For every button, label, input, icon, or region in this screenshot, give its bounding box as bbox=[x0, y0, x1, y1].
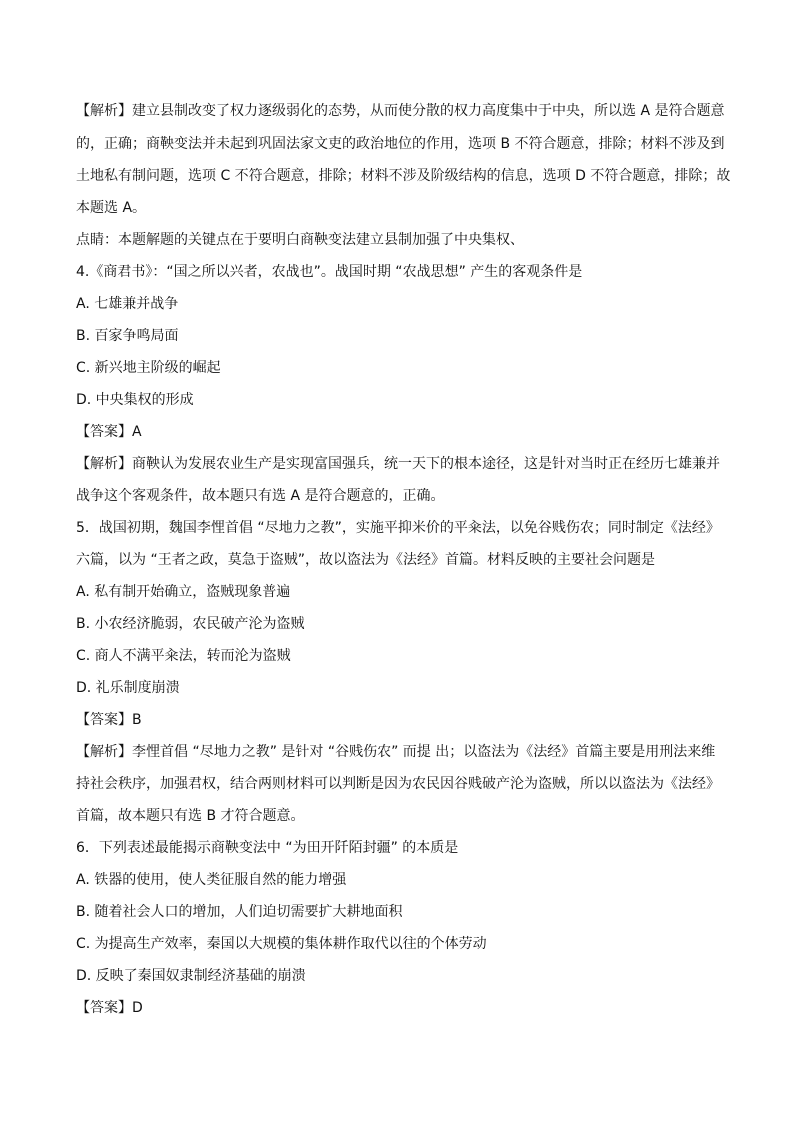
question-6-stem: 6．下列表述最能揭示商鞅变法中 “为田开阡陌封疆” 的本质是 bbox=[76, 840, 459, 856]
option-a: A. 七雄兼并战争 bbox=[76, 296, 179, 312]
note-line: 点睛：本题解题的关键点在于要明白商鞅变法建立县制加强了中央集权、 bbox=[76, 232, 524, 248]
analysis-line: 战争这个客观条件，故本题只有选 A 是符合题意的，正确。 bbox=[76, 488, 445, 504]
analysis-line: 【解析】李悝首倡 “尽地力之教” 是针对 “谷贱伤农” 而提 出；以盗法为《法经》首篇主要是用刑法来维 bbox=[76, 744, 716, 760]
analysis-line: 持社会秩序，加强君权，结合两则材料可以判断是因为农民因谷贱破产沦为盗贼，所以以盗法为《法经》 bbox=[76, 776, 720, 792]
analysis-line: 【解析】商鞅认为发展农业生产是实现富国强兵，统一天下的根本途径，这是针对当时正在经历七雄兼并 bbox=[76, 456, 720, 472]
option-c: C. 为提高生产效率，秦国以大规模的集体耕作取代以往的个体劳动 bbox=[76, 936, 487, 952]
option-c: C. 商人不满平籴法，转而沦为盗贼 bbox=[76, 648, 291, 664]
answer-line: 【答案】A bbox=[76, 424, 142, 440]
analysis-line: 的，正确；商鞅变法并未起到巩固法家文吏的政治地位的作用，选项 B 不符合题意，排除；材料不涉及到 bbox=[76, 136, 725, 152]
option-c: C. 新兴地主阶级的崛起 bbox=[76, 360, 221, 376]
option-b: B. 随着社会人口的增加，人们迫切需要扩大耕地面积 bbox=[76, 904, 403, 920]
option-a: A. 铁器的使用，使人类征服自然的能力增强 bbox=[76, 872, 347, 888]
analysis-line: 首篇，故本题只有选 B 才符合题意。 bbox=[76, 808, 305, 824]
option-d: D. 礼乐制度崩溃 bbox=[76, 680, 180, 696]
option-d: D. 反映了秦国奴隶制经济基础的崩溃 bbox=[76, 968, 306, 984]
answer-line: 【答案】B bbox=[76, 712, 142, 728]
question-4-stem: 4.《商君书》：“国之所以兴者，农战也”。战国时期 “农战思想” 产生的客观条件是 bbox=[76, 264, 583, 280]
option-b: B. 百家争鸣局面 bbox=[76, 328, 179, 344]
analysis-line: 土地私有制问题，选项 C 不符合题意，排除；材料不涉及阶级结构的信息，选项 D 不符合题意，排除；故 bbox=[76, 168, 731, 184]
analysis-line: 【解析】建立县制改变了权力逐级弱化的态势，从而使分散的权力高度集中于中央，所以选 A 是符合题意 bbox=[76, 103, 725, 119]
question-5-stem: 5．战国初期，魏国李悝首倡 “尽地力之教”，实施平抑米价的平籴法，以免谷贱伤农；同时制定《法经》 bbox=[76, 520, 720, 536]
analysis-line: 本题选 A。 bbox=[76, 200, 147, 216]
option-b: B. 小农经济脆弱，农民破产沦为盗贼 bbox=[76, 616, 305, 632]
option-a: A. 私有制开始确立，盗贼现象普遍 bbox=[76, 584, 291, 600]
question-5-stem: 六篇，以为 “王者之政，莫急于盗贼”，故以盗法为《法经》首篇。材料反映的主要社会问题是 bbox=[76, 552, 655, 568]
option-d: D. 中央集权的形成 bbox=[76, 392, 194, 408]
answer-line: 【答案】D bbox=[76, 1000, 143, 1016]
